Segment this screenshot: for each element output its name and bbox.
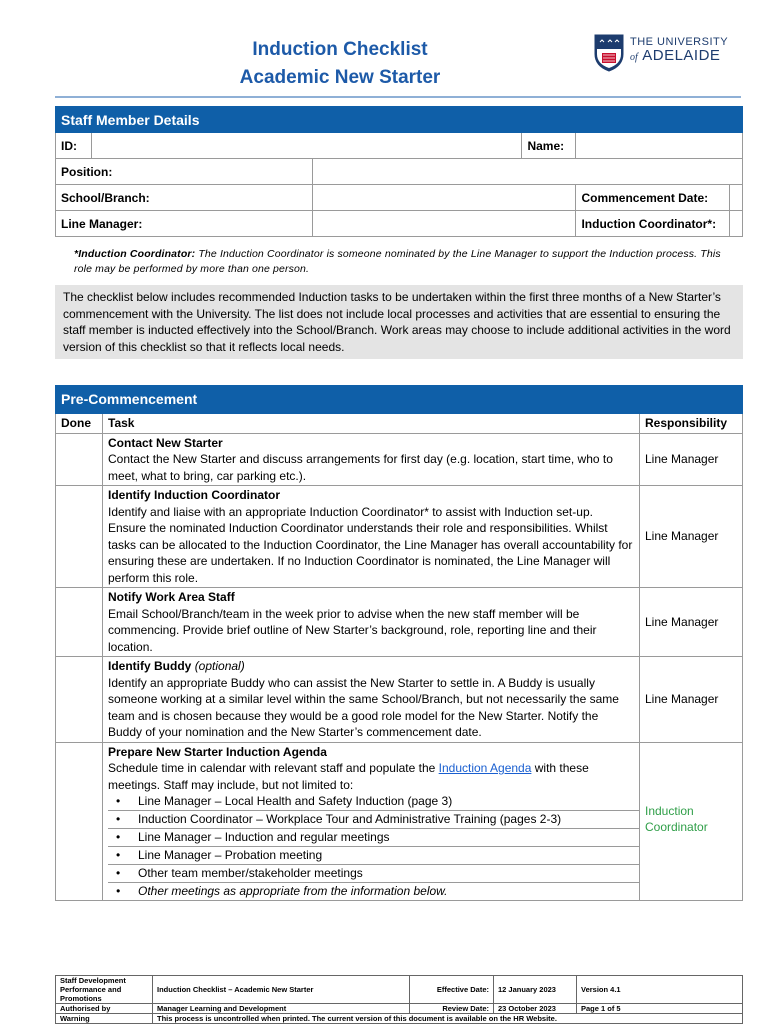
id-field[interactable] [92, 133, 522, 159]
col-responsibility: Responsibility [640, 414, 743, 434]
footer-authoriser: Manager Learning and Development [153, 1004, 410, 1014]
task-cell [103, 588, 640, 657]
list-item: • Line Manager – Probation meeting [108, 847, 639, 865]
task-cell [103, 657, 640, 743]
footer-authorised-label: Authorised by [56, 1004, 153, 1014]
task-description: Contact the New Starter and discuss arrangements for first day (e.g. location, start time, who to meet, what to bring, car parking etc.). [108, 452, 613, 483]
pre-commencement-heading: Pre-Commencement [56, 386, 743, 414]
document-title [150, 36, 530, 92]
name-label: Name: [522, 133, 576, 159]
task-description: Identify an appropriate Buddy who can assist the New Starter to settle in. A Buddy is usually someone working at a similar level within the same School/Branch, but not necessarily the same team and is chosen because they would be a good role model for the New Starter. Notify the Buddy of your nomination and the New Starter’s commencement date. [108, 675, 619, 739]
footer-effective-date: 12 January 2023 [494, 976, 577, 1004]
footer-effective-label: Effective Date: [410, 976, 494, 1004]
task-cell [103, 433, 640, 486]
table-row [56, 588, 743, 657]
commencement-label: Commencement Date: [576, 185, 730, 211]
footer-review-date: 23 October 2023 [494, 1004, 577, 1014]
manager-field[interactable] [312, 211, 576, 237]
logo-text [630, 35, 728, 65]
crest-icon [594, 34, 624, 72]
induction-agenda-link[interactable]: Induction Agenda [438, 761, 532, 775]
name-field[interactable] [576, 133, 743, 159]
footer-review-label: Review Date: [410, 1004, 494, 1014]
task-description-pre: Schedule time in calendar with relevant staff and populate the [108, 761, 439, 775]
id-label: ID: [56, 133, 92, 159]
col-task: Task [103, 414, 640, 434]
table-row [56, 433, 743, 486]
list-item: • Line Manager – Induction and regular meetings [108, 829, 639, 847]
position-label: Position: [56, 159, 313, 185]
position-field[interactable] [312, 159, 742, 185]
task-cell [103, 742, 640, 901]
title-line-1: Induction Checklist [252, 39, 428, 60]
intro-text: The checklist below includes recommended Induction tasks to be undertaken within the first three months of a New Starter’s commencement with the University. The list does not include local processes and activities that are essential to ensuring the staff member is inducted effectively into the School/Branch. Work areas may choose to include additional activities in the word version of this checklist so that it reflects local needs. [55, 285, 743, 359]
table-row [56, 486, 743, 588]
pre-commencement-table [55, 385, 743, 901]
done-checkbox-cell[interactable] [56, 433, 103, 486]
task-cell [103, 486, 640, 588]
table-row [56, 742, 743, 901]
task-description: Identify and liaise with an appropriate Induction Coordinator* to assist with Induction set-up. Ensure the nominated Induction Coordinator understands their role and responsibilities. Whilst tasks can be allocated to the Induction Coordinator, the Line Manager has overall accountability for ensuring these are undertaken. If no Induction Coordinator is nominated, the Line Manager will perform this role. [108, 504, 633, 585]
list-item: • Other team member/stakeholder meetings [108, 865, 639, 883]
logo-the-university: THE UNIVERSITY [630, 36, 729, 48]
coordinator-note [74, 247, 734, 277]
task-responsibility: Line Manager [640, 486, 743, 588]
done-checkbox-cell[interactable] [56, 588, 103, 657]
task-description-post: with these meetings. Staff may include, but not limited to: [108, 761, 589, 792]
meeting-list [108, 793, 634, 900]
document-footer [55, 975, 743, 1024]
footer-warning-text: This process is uncontrolled when printed. The current version of this document is available on the HR Website. [153, 1014, 743, 1024]
logo-of: of [630, 52, 638, 63]
list-item: • Other meetings as appropriate from the information below. [108, 883, 639, 900]
table-row [56, 657, 743, 743]
done-checkbox-cell[interactable] [56, 486, 103, 588]
school-label: School/Branch: [56, 185, 313, 211]
task-responsibility: Line Manager [640, 433, 743, 486]
task-responsibility: Line Manager [640, 588, 743, 657]
list-item: • Induction Coordinator – Workplace Tour and Administrative Training (pages 2-3) [108, 811, 639, 829]
note-text: The Induction Coordinator is someone nominated by the Line Manager to support the Induction process. This role may be performed by more than one person. [74, 248, 721, 275]
task-responsibility: Line Manager [640, 657, 743, 743]
col-done: Done [56, 414, 103, 434]
footer-page-number: Page 1 of 5 [577, 1004, 743, 1014]
commencement-field[interactable] [730, 185, 743, 211]
logo-adelaide: ADELAIDE [642, 47, 721, 64]
coordinator-label: Induction Coordinator*: [576, 211, 730, 237]
footer-doc-title: Induction Checklist – Academic New Starter [153, 976, 410, 1004]
header-divider [55, 96, 741, 98]
task-responsibility: Induction Coordinator [640, 742, 743, 901]
title-line-2: Academic New Starter [239, 67, 441, 88]
task-title-note: (optional) [194, 659, 245, 673]
task-title-text: Identify Buddy [108, 659, 192, 673]
done-checkbox-cell[interactable] [56, 657, 103, 743]
task-description: Email School/Branch/team in the week prior to advise when the new staff member will be commencing. Provide brief outline of New Starter’s background, role, reporting line and their location. [108, 606, 597, 654]
task-title [108, 658, 634, 675]
task-title: Prepare New Starter Induction Agenda [108, 744, 327, 759]
note-label: *Induction Coordinator: [74, 248, 196, 260]
coordinator-field[interactable] [730, 211, 743, 237]
manager-label: Line Manager: [56, 211, 313, 237]
list-item: • Line Manager – Local Health and Safety Induction (page 3) [108, 793, 639, 811]
staff-details-heading: Staff Member Details [56, 107, 743, 133]
footer-dept: Staff Development Performance and Promotions [56, 976, 153, 1004]
footer-warning-label: Warning [56, 1014, 153, 1024]
university-logo [594, 34, 734, 74]
staff-details-table [55, 106, 743, 237]
done-checkbox-cell[interactable] [56, 742, 103, 901]
task-title: Notify Work Area Staff [108, 590, 235, 604]
footer-version: Version 4.1 [577, 976, 743, 1004]
task-title: Identify Induction Coordinator [108, 488, 280, 502]
school-field[interactable] [312, 185, 576, 211]
task-title: Contact New Starter [108, 435, 223, 450]
